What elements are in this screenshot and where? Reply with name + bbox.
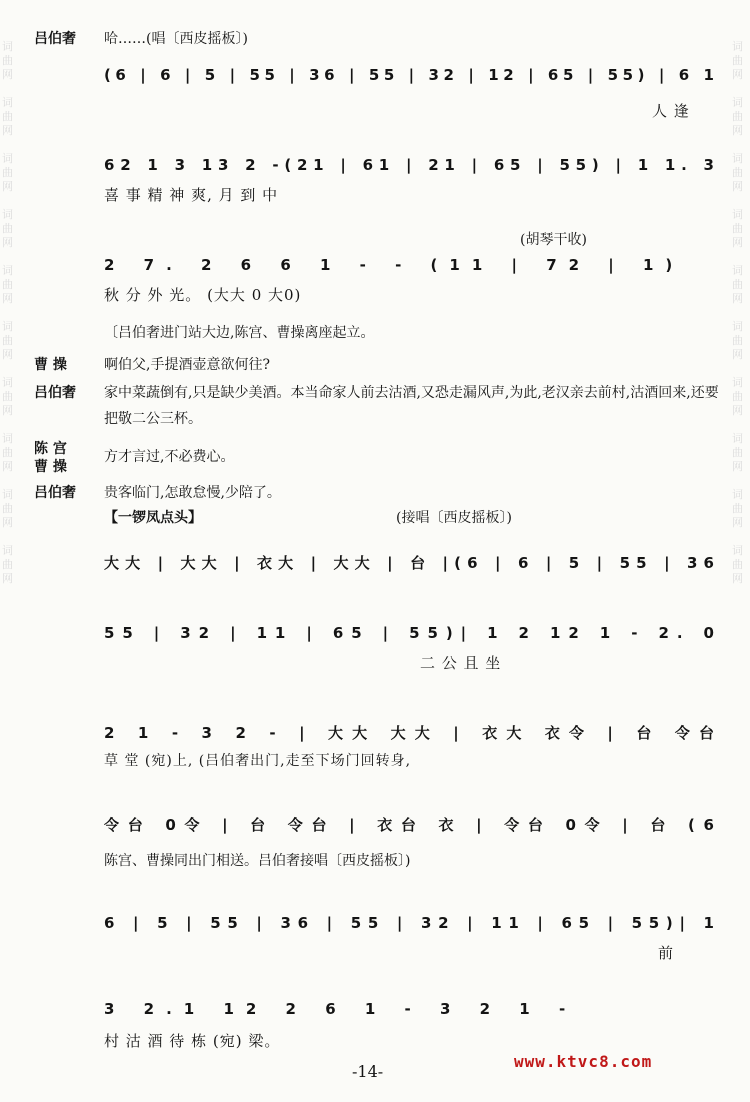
note-head: (接唱〔西皮摇板〕)	[396, 510, 512, 526]
speaker-name: 吕伯奢	[34, 385, 76, 401]
watermark-right: 词曲网 词曲网 词曲网 词曲网 词曲网 词曲网 词曲网 词曲网 词曲网 词曲网	[732, 40, 743, 585]
notation-text: 6 | 5 | 55 | 36 | 55 | 32 | 11 | 65 | 55)| 1	[104, 914, 721, 932]
notation-text: 令台 0令 | 台 令台 | 衣台 衣 | 令台 0令 | 台 (6	[104, 816, 723, 834]
watermark-left: 词曲网 词曲网 词曲网 词曲网 词曲网 词曲网 词曲网 词曲网 词曲网 词曲网	[2, 40, 13, 585]
notation-text: 2 1 - 3 2 - | 大大 大大 | 衣大 衣令 | 台 令台	[104, 724, 724, 742]
dialogue-text: 哈……(唱〔西皮摇板〕)	[104, 31, 248, 47]
lyric-line: 草 堂 (宛)上, (吕伯奢出门,走至下场门回转身,	[104, 753, 412, 769]
speaker-name: 吕伯奢	[34, 31, 76, 47]
lyric-line: 秋 分 外 光。 (大大 0 大0)	[104, 286, 302, 304]
note-head: (胡琴干收)	[520, 232, 587, 248]
dialogue-text: 啊伯父,手提酒壶意欲何往?	[104, 357, 270, 373]
dialogue-text: 方才言过,不必费心。	[104, 449, 235, 465]
dialogue-text: 贵客临门,怎敢怠慢,少陪了。	[104, 485, 281, 501]
lyric-line: 二 公 且 坐	[420, 654, 502, 672]
speaker-name: 曹 操	[34, 357, 67, 373]
page-number: -14-	[352, 1062, 384, 1081]
stage-direction: 〔吕伯奢进门站大边,陈宫、曹操离座起立。	[104, 325, 375, 341]
lyric-line: 村 沽 酒 待 栋 (宛) 梁。	[104, 1032, 281, 1050]
lyric-line: 喜 事 精 神 爽, 月 到 中	[104, 186, 279, 204]
stage-direction: 陈宫、曹操同出门相送。吕伯奢接唱〔西皮摇板〕)	[104, 853, 411, 869]
notation-row	[104, 914, 724, 954]
notation-text: 55 | 32 | 11 | 65 | 55)| 1 2 12 1 - 2. 0	[104, 624, 722, 642]
notation-row	[104, 624, 724, 664]
site-watermark: www.ktvc8.com	[514, 1052, 653, 1071]
lyric-line: 前	[658, 944, 675, 962]
notation-text: 3 2.1 12 2 6 1 - 3 2 1 -	[104, 1000, 578, 1018]
lyric-line: 人 逢	[652, 102, 690, 120]
notation-text: (6 | 6 | 5 | 55 | 36 | 55 | 32 | 12 | 65 | 55) | 6 1	[104, 66, 719, 84]
speaker-name: 陈 宫 曹 操	[34, 441, 67, 475]
dialogue-text: 家中菜蔬倒有,只是缺少美酒。本当命家人前去沽酒,又恐走漏风声,为此,老汉亲去前村,沽酒回来,还要把敬二公三杯。	[104, 385, 719, 427]
notation-text: 大大 | 大大 | 衣大 | 大大 | 台 |(6 | 6 | 5 | 55 | 36	[104, 554, 721, 572]
percussion-title: 【一锣凤点头】	[104, 510, 202, 526]
notation-row	[104, 552, 724, 592]
speaker-name: 吕伯奢	[34, 485, 76, 501]
notation-text: 2 7. 2 6 6 1 - - (11 | 72 | 1)	[104, 256, 685, 274]
notation-text: 62 1 3 13 2 -(21 | 61 | 21 | 65 | 55) | 1 1. 3	[104, 156, 720, 174]
notation-row	[104, 66, 724, 106]
